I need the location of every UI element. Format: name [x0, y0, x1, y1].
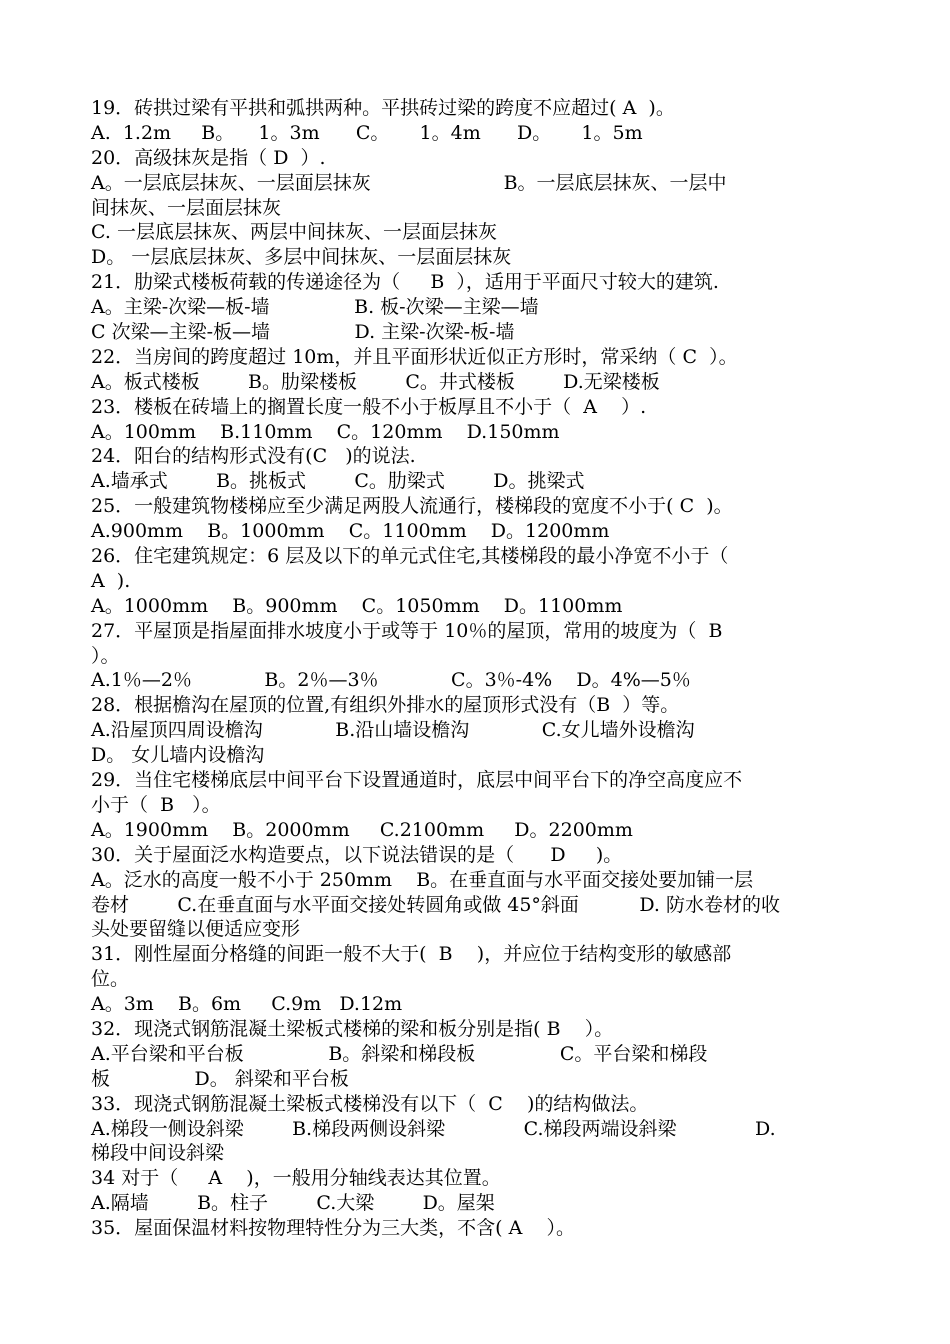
question-19: 19．砖拱过梁有平拱和弧拱两种。平拱砖过梁的跨度不应超过( A )。	[91, 97, 675, 119]
options-19: A. 1.2m B。 1。3m C。 1。4m D。 1。5m	[91, 121, 643, 144]
options-28-line-1: A.沿屋顶四周设檐沟 B.沿山墙设檐沟 C.女儿墙外设檐沟	[91, 719, 695, 742]
question-21: 21．肋梁式楼板荷载的传递途径为（ B ），适用于平面尺寸较大的建筑.	[91, 271, 719, 294]
options-21-line-1: A。主梁-次梁—板-墙 B. 板-次梁—主梁—墙	[91, 296, 539, 319]
options-33-line-1: A.梯段一侧设斜梁 B.梯段两侧设斜梁 C.梯段两端设斜梁 D.	[91, 1117, 776, 1140]
question-32: 32．现浇式钢筋混凝土梁板式楼梯的梁和板分别是指( B ）。	[91, 1017, 614, 1040]
options-31: A。3m B。6m C.9m D.12m	[91, 993, 403, 1016]
question-33: 33．现浇式钢筋混凝土梁板式楼梯没有以下（ C )的结构做法。	[91, 1092, 649, 1115]
options-24: A.墙承式 B。挑板式 C。肋梁式 D。挑梁式	[91, 470, 585, 493]
question-30: 30．关于屋面泛水构造要点，以下说法错误的是（ D )。	[91, 843, 623, 866]
options-20-line-2: 间抹灰、一层面层抹灰	[91, 196, 282, 219]
document-page	[91, 96, 861, 1241]
question-27-line-1: 27．平屋顶是指屋面排水坡度小于或等于 10％的屋顶，常用的坡度为（ B	[91, 619, 723, 642]
options-33-line-2: 梯段中间设斜梁	[91, 1142, 225, 1165]
question-29-line-2: 小于（ B ）。	[91, 793, 221, 816]
options-27: A.1％—2％ B。2％—3％ C。3％-4% D。4%—5％	[91, 669, 691, 692]
question-31-line-2: 位。	[91, 968, 130, 991]
question-28: 28．根据檐沟在屋顶的位置,有组织外排水的屋顶形式没有（B ）等。	[91, 694, 680, 717]
question-27-line-2: ）。	[91, 644, 120, 667]
question-23: 23．楼板在砖墙上的搁置长度一般不小于板厚且不小于（ A ）.	[91, 395, 647, 418]
options-32-line-2: 板 D。 斜梁和平台板	[91, 1067, 349, 1090]
question-22: 22．当房间的跨度超过 10m，并且平面形状近似正方形时，常采纳（ C ）。	[91, 345, 738, 368]
options-22: A。板式楼板 B。肋梁楼板 C。井式楼板 D.无梁楼板	[91, 370, 660, 393]
question-31-line-1: 31．刚性屋面分格缝的间距一般不大于( B )，并应位于结构变形的敏感部	[91, 943, 732, 966]
options-32-line-1: A.平台梁和平台板 B。斜梁和梯段板 C。平台梁和梯段	[91, 1042, 708, 1065]
question-29-line-1: 29．当住宅楼梯底层中间平台下设置通道时，底层中间平台下的净空高度应不	[91, 769, 743, 792]
options-21-line-2: C 次梁—主梁-板—墙 D. 主梁-次梁-板-墙	[91, 321, 515, 344]
options-23: A。100mm B.110mm C。120mm D.150mm	[91, 420, 560, 443]
options-20-line-1: A。一层底层抹灰、一层面层抹灰 B。一层底层抹灰、一层中	[91, 171, 727, 194]
options-20-line-3: C. 一层底层抹灰、两层中间抹灰、一层面层抹灰	[91, 221, 497, 244]
options-29: A。1900mm B。2000mm C.2100mm D。2200mm	[91, 818, 633, 841]
question-25: 25．一般建筑物楼梯应至少满足两股人流通行，楼梯段的宽度不小于( C )。	[91, 495, 733, 518]
question-26-line-1: 26．住宅建筑规定：6 层及以下的单元式住宅,其楼梯段的最小净宽不小于（	[91, 545, 729, 568]
options-25: A.900mm B。1000mm C。1100mm D。1200mm	[91, 520, 610, 543]
options-26: A。1000mm B。900mm C。1050mm D。1100mm	[91, 594, 623, 617]
options-30-line-3: 头处要留缝以便适应变形	[91, 918, 301, 941]
question-34: 34 对于（ A )，一般用分轴线表达其位置。	[91, 1167, 501, 1190]
options-28-line-2: D。 女儿墙内设檐沟	[91, 744, 265, 767]
options-30-line-1: A。泛水的高度一般不小于 250mm B。在垂直面与水平面交接处要加铺一层	[91, 868, 754, 891]
options-30-line-2: 卷材 C.在垂直面与水平面交接处转圆角或做 45°斜面 D. 防水卷材的收	[91, 893, 780, 916]
options-20-line-4: D。 一层底层抹灰、多层中间抹灰、一层面层抹灰	[91, 246, 512, 269]
question-20: 20．高级抹灰是指（ D ）.	[91, 146, 326, 169]
question-24: 24．阳台的结构形式没有(C )的说法.	[91, 445, 416, 468]
options-34: A.隔墙 B。柱子 C.大梁 D。屋架	[91, 1192, 495, 1215]
question-26-line-2: A ).	[91, 569, 131, 592]
question-35: 35．屋面保温材料按物理特性分为三大类，不含( A ）。	[91, 1217, 576, 1240]
